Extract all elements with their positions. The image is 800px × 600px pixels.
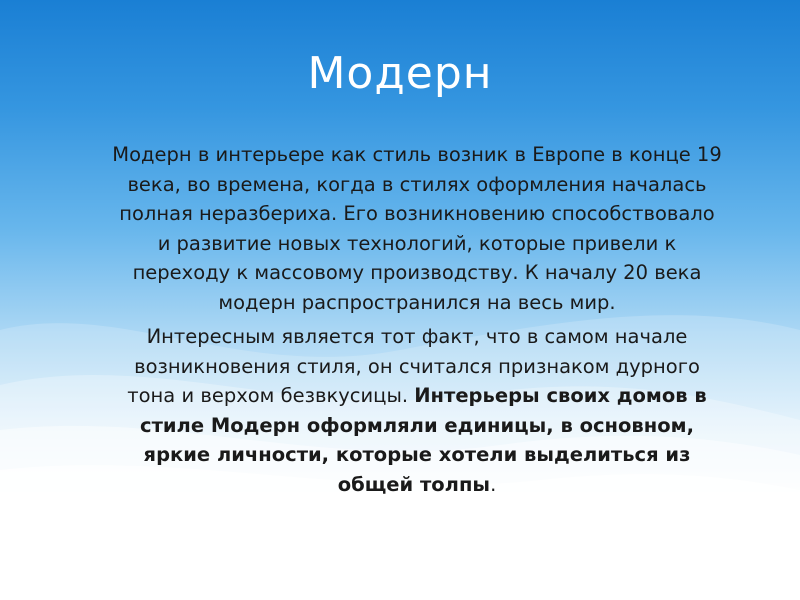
- slide-body: [112, 140, 722, 499]
- paragraph-2: [112, 322, 722, 499]
- paragraph-1: Модерн в интерьере как стиль возник в Европе в конце 19 века, во времена, когда в стилях оформления началась полная неразбериха. Его возникновению способствовало и развитие новых технологий, которые привели к переходу к массовому производству. К началу 20 века модерн распространился на весь мир.: [112, 143, 722, 314]
- paragraph-2-end: .: [490, 472, 497, 496]
- paragraph-2-regular: Интересным является тот факт, что в самом начале возникновения стиля, он считался признаком дурного тона и верхом безвкусицы.: [127, 325, 700, 407]
- paragraph-2-bold: Интерьеры своих домов в стиле Модерн оформляли единицы, в основном, яркие личности, которые хотели выделиться из общей толпы: [140, 384, 707, 496]
- slide-title: Модерн: [307, 48, 493, 99]
